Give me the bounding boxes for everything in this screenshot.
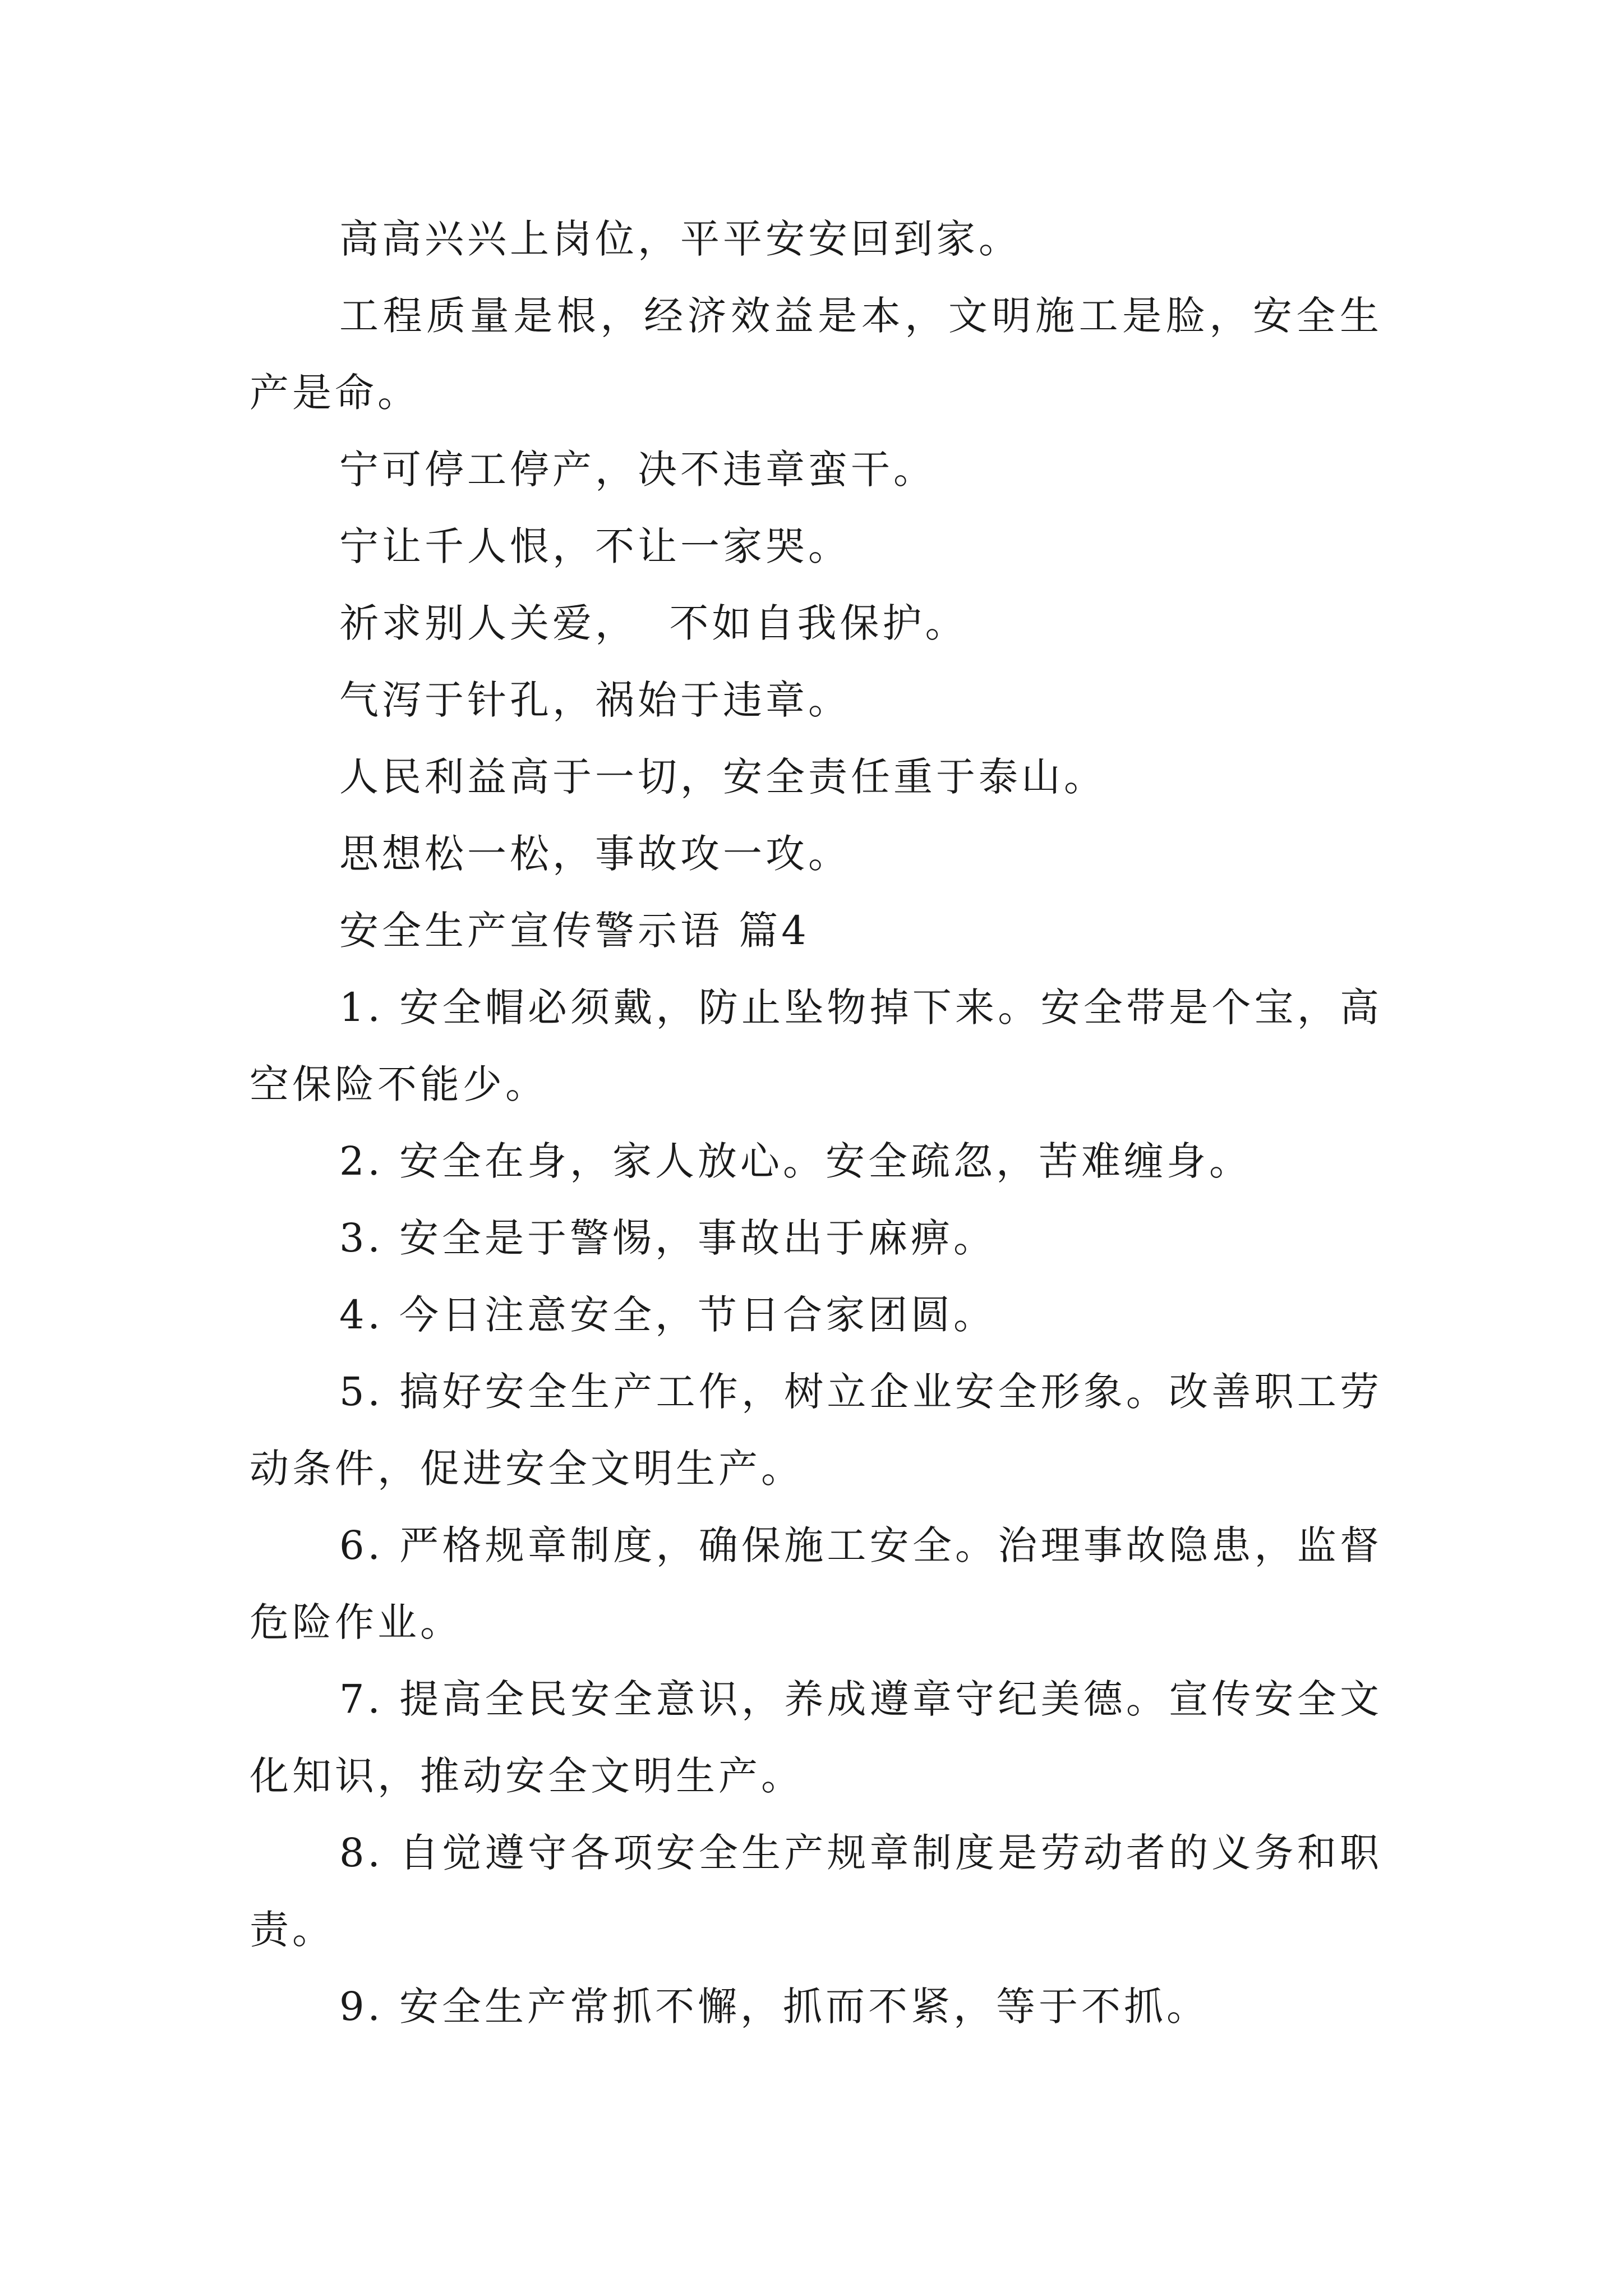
list-item-3: 3. 安全是于警惕，事故出于麻痹。 — [339, 1215, 997, 1261]
paragraph-7: 人民利益高于一切，安全责任重于泰山。 — [339, 754, 1106, 800]
list-item-5: 5. 搞好安全生产工作，树立企业安全形象。改善职工劳动条件，促进安全文明生产。 — [250, 1369, 1382, 1492]
paragraph-6: 气泻于针孔，祸始于违章。 — [339, 677, 851, 723]
paragraph-1: 高高兴兴上岗位，平平安安回到家。 — [339, 216, 1021, 262]
document-body — [250, 201, 1382, 2045]
list-item-9: 9. 安全生产常抓不懈，抓而不紧，等于不抓。 — [339, 1984, 1210, 2030]
list-item-2: 2. 安全在身，家人放心。安全疏忽，苦难缠身。 — [339, 1138, 1252, 1184]
list-item-1: 1. 安全帽必须戴，防止坠物掉下来。安全带是个宝，高空保险不能少。 — [250, 984, 1382, 1107]
list-item-7: 7. 提高全民安全意识，养成遵章守纪美德。宣传安全文化知识，推动安全文明生产。 — [250, 1676, 1382, 1799]
list-item-4: 4. 今日注意安全，节日合家团圆。 — [339, 1292, 997, 1338]
paragraph-4: 宁让千人恨，不让一家哭。 — [339, 523, 851, 569]
paragraph-3: 宁可停工停产，决不违章蛮干。 — [339, 447, 936, 493]
paragraph-2: 工程质量是根，经济效益是本，文明施工是脸，安全生产是命。 — [250, 293, 1382, 416]
paragraph-5: 祈求别人关爱， 不如自我保护。 — [339, 600, 968, 646]
paragraph-8: 思想松一松，事故攻一攻。 — [339, 831, 851, 877]
section-heading: 安全生产宣传警示语 篇4 — [339, 908, 810, 954]
list-item-8: 8. 自觉遵守各项安全生产规章制度是劳动者的义务和职责。 — [250, 1830, 1382, 1953]
list-item-6: 6. 严格规章制度，确保施工安全。治理事故隐患，监督危险作业。 — [250, 1522, 1382, 1645]
